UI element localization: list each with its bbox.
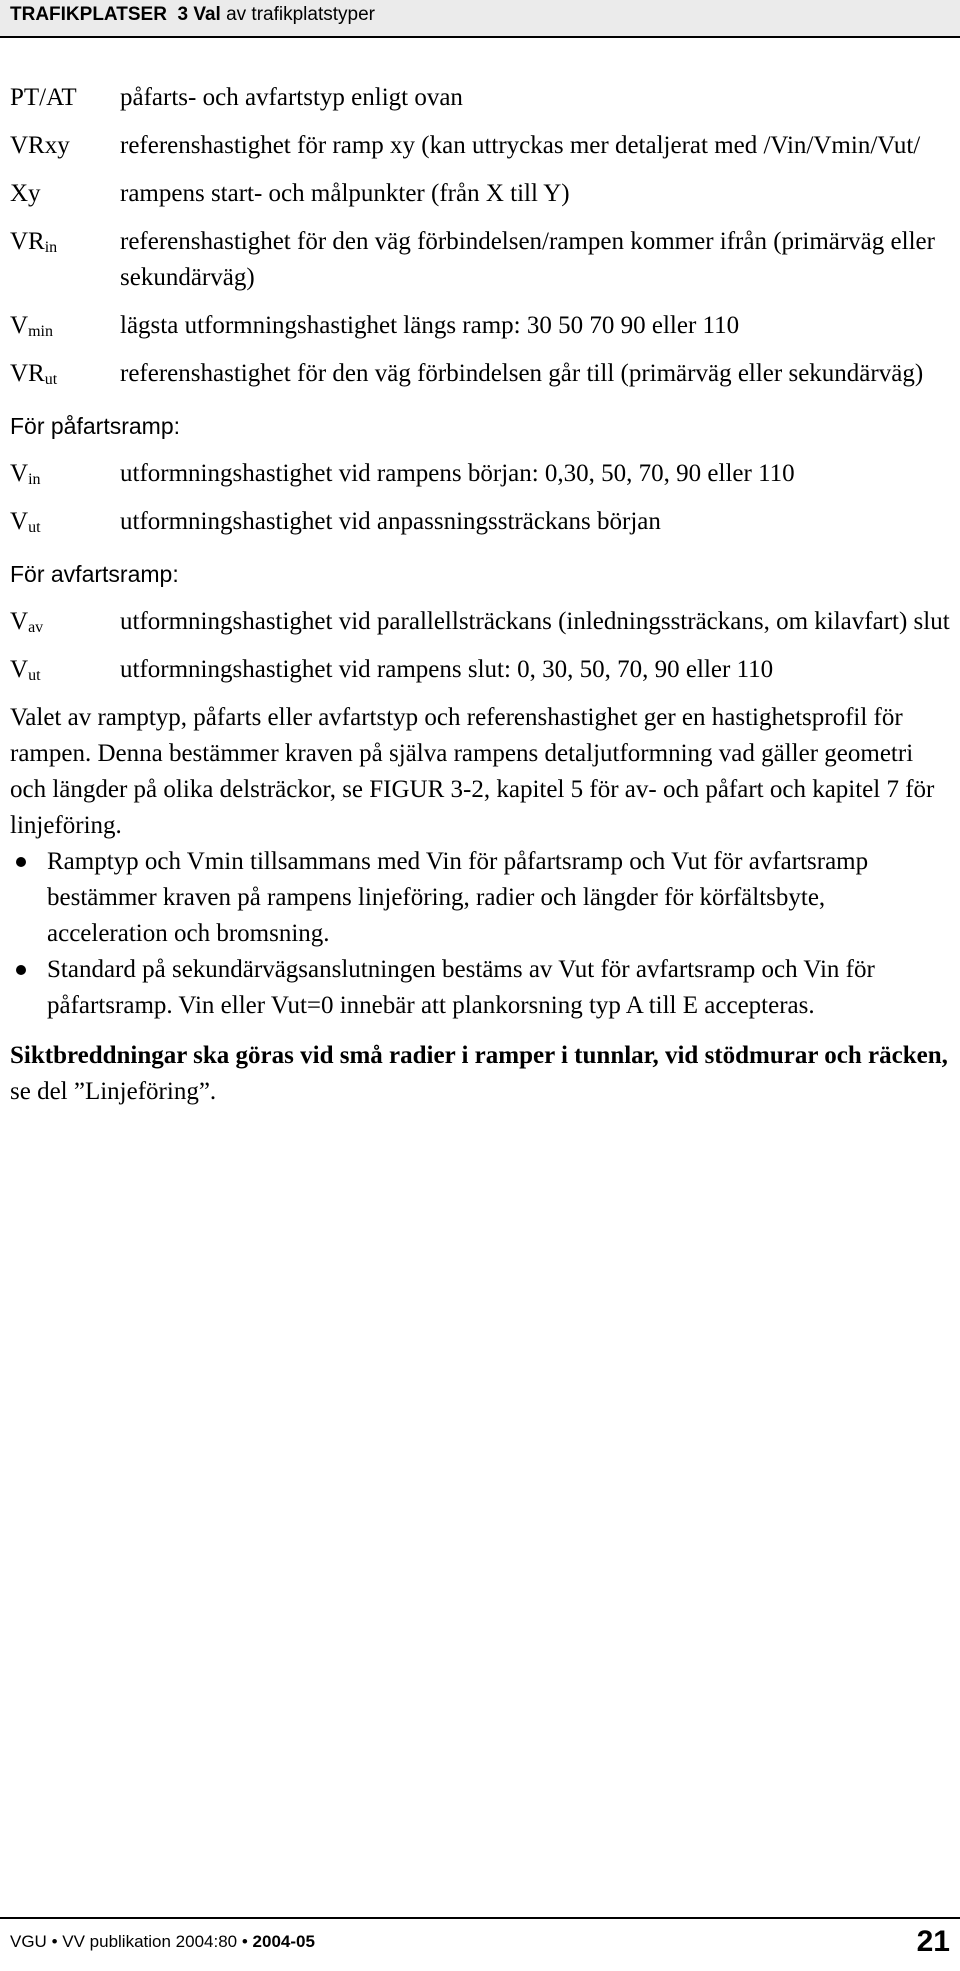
page-body [10, 80, 950, 1110]
bullet-icon [16, 965, 26, 975]
note-bold-text: Siktbreddningar ska göras vid små radier i ramper i tunnlar, vid stödmurar och räcken, [10, 1042, 948, 1069]
definition-text: referenshastighet för ramp xy (kan uttryckas mer detaljerat med /Vin/Vmin/Vut/ [120, 132, 921, 159]
definition-text: lägsta utformningshastighet längs ramp: 30 50 70 90 eller 110 [120, 312, 740, 339]
definition-list-pafart [10, 456, 950, 540]
page-footer [10, 1922, 950, 1962]
definition-symbol: $V_{av}$ [10, 608, 44, 636]
footer-rule [0, 1917, 960, 1919]
definition-row [10, 504, 950, 540]
page-header [0, 0, 960, 38]
definition-row [10, 456, 950, 492]
definition-text: referenshastighet för den väg förbindelsen/rampen kommer ifrån (primärväg eller sekundärväg) [120, 228, 935, 291]
definition-text: utformningshastighet vid parallellsträckans (inledningssträckans, om kilavfart) slut [120, 608, 950, 635]
definition-symbol: $VR_{ut}$ [10, 360, 58, 388]
definition-symbol: $V_{in}$ [10, 460, 41, 488]
definition-row [10, 80, 950, 116]
definition-row [10, 224, 950, 296]
section-heading-pafartsramp: För påfartsramp: [10, 413, 180, 439]
footer-separator-icon: • [241, 1932, 248, 1951]
bullet-item: Ramptyp och Vmin tillsammans med Vin för påfartsramp och Vut för avfartsramp bestämmer kraven på rampens linjeföring, radier och längder för körfältsbyte, acceleration och bromsning. [10, 844, 950, 952]
definition-row [10, 652, 950, 688]
definition-row [10, 176, 950, 212]
header-title [10, 0, 375, 30]
header-section-title: av trafikplatstyper [220, 4, 375, 25]
definition-text: påfarts- och avfartstyp enligt ovan [120, 84, 463, 111]
page-number: 21 [916, 1925, 950, 1958]
definition-row [10, 356, 950, 392]
definition-row [10, 604, 950, 640]
bullet-list [10, 844, 950, 1024]
bullet-item: Standard på sekundärvägsanslutningen bestäms av Vut för avfartsramp och Vin för påfartsramp. Vin eller Vut=0 innebär att plankorsning typ A till E accepteras. [10, 952, 950, 1024]
bullet-icon [16, 857, 26, 867]
definition-symbol: VRxy [10, 132, 70, 159]
definition-symbol: $V_{ut}$ [10, 508, 41, 536]
definition-row [10, 128, 950, 164]
definition-text: referenshastighet för den väg förbindelsen går till (primärväg eller sekundärväg) [120, 360, 924, 387]
definition-text: utformningshastighet vid rampens slut: 0, 30, 50, 70, 90 eller 110 [120, 656, 774, 683]
definition-list-general [10, 80, 950, 392]
definition-text: utformningshastighet vid anpassningssträckans början [120, 508, 661, 535]
note-reference: se del ”Linjeföring”. [10, 1078, 217, 1105]
definition-text: rampens start- och målpunkter (från X till Y) [120, 180, 570, 207]
note-paragraph [10, 1038, 950, 1110]
definition-symbol: Xy [10, 180, 41, 207]
section-heading-avfartsramp: För avfartsramp: [10, 561, 179, 587]
footer-publication-info: VGU • VV publikation 2004:80 • 2004-05 [10, 1932, 315, 1951]
definition-symbol: $VR_{in}$ [10, 228, 58, 256]
header-section-number: 3 Val [177, 4, 221, 25]
definition-row [10, 308, 950, 344]
definition-list-avfart [10, 604, 950, 688]
definition-symbol: $V_{min}$ [10, 312, 53, 340]
footer-separator-icon: • [51, 1932, 58, 1951]
body-paragraph: Valet av ramptyp, påfarts eller avfartstyp och referenshastighet ger en hastighetsprofil för rampen. Denna bestämmer kraven på själva rampens detaljutformning vad gäller geometri och längder på olika delsträckor, se FIGUR 3-2, kapitel 5 för av- och påfart och kapitel 7 för linjeföring. [10, 704, 935, 839]
definition-text: utformningshastighet vid rampens början: 0,30, 50, 70, 90 eller 110 [120, 460, 795, 487]
definition-symbol: PT/AT [10, 84, 77, 111]
header-chapter: TRAFIKPLATSER [10, 4, 167, 25]
definition-symbol: $V_{ut}$ [10, 656, 41, 684]
